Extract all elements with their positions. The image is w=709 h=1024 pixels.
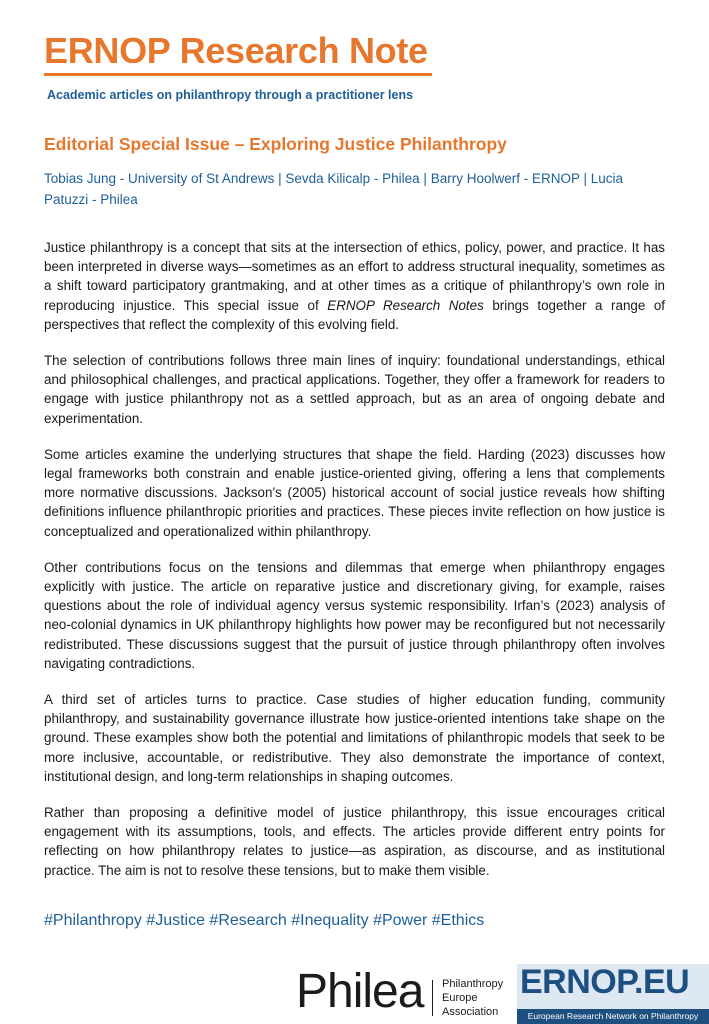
philea-association-label: Philanthropy Europe Association [442, 978, 504, 1018]
ernop-logo-subtitle: European Research Network on Philanthropy [517, 1009, 709, 1024]
philea-logo [296, 964, 426, 1024]
paragraph-1-text-a: Justice philanthropy is a concept that sits at the intersection of ethics, policy, power, and practice. It has been interpreted in diverse ways—sometimes as an effort to address structural inequality, sometimes as a shift toward participatory grantmaking, and at other times as a critique of philanthropy’s own role in reproducing injustice. This special issue of [44, 240, 665, 313]
paragraph-6: Rather than proposing a definitive model of justice philanthropy, this issue encourages critical engagement with its assumptions, tools, and effects. The articles provide different entry points for reflecting on how philanthropy relates to justice—as aspiration, as discourse, and as institutional practice. The aim is not to resolve these tensions, but to make them visible. [44, 805, 665, 878]
paragraph-1 [44, 238, 665, 334]
paragraph-1-text-b: brings together a range of perspectives that reflect the complexity of this evolving field. [44, 297, 666, 332]
publication-name: ERNOP Research Notes [327, 297, 484, 313]
page-title: ERNOP Research Note [44, 30, 428, 71]
philea-wordmark: Philea [296, 965, 424, 1018]
article-body [44, 238, 665, 897]
article-heading: Editorial Special Issue – Exploring Justice Philanthropy [44, 134, 507, 154]
ernop-logo: ERNOP.EU [520, 963, 690, 1001]
hashtags: #Philanthropy #Justice #Research #Inequality #Power #Ethics [44, 912, 485, 929]
paragraph-4: Other contributions focus on the tensions and dilemmas that emerge when philanthropy engages explicitly with justice. The article on reparative justice and discretionary giving, for example, raises questions about the role of individual agency versus systemic responsibility. Irfan’s (2023) analysis of neo-colonial dynamics in UK philanthropy highlights how power may be reconfigured but not necessarily redistributed. These discussions suggest that the pursuit of justice through philanthropy often involves navigating contradictions. [44, 559, 665, 671]
page-tagline: Academic articles on philanthropy through a practitioner lens [47, 88, 414, 102]
title-underline [44, 73, 432, 76]
logo-divider [432, 980, 433, 1016]
paragraph-3: Some articles examine the underlying structures that shape the field. Harding (2023) discusses how legal frameworks both constrain and enable justice-oriented giving, offering a lens that complements more normative discussions. Jackson’s (2005) historical account of social justice reveals how shifting definitions influence philanthropic priorities and practices. These pieces invite reflection on how justice is conceptualized and operationalized within philanthropy. [44, 446, 665, 539]
paragraph-5: A third set of articles turns to practice. Case studies of higher education funding, community philanthropy, and sustainability governance illustrate how justice-oriented intentions take shape on the ground. These examples show both the potential and limitations of philanthropic models that seek to be more inclusive, accountable, or redistributive. They also demonstrate the importance of context, institutional design, and long-term relationships in shaping outcomes. [44, 692, 665, 784]
paragraph-2: The selection of contributions follows three main lines of inquiry: foundational understandings, ethical and philosophical challenges, and practical applications. Together, they offer a framework for readers to engage with justice philanthropy not as a settled approach, but as an area of ongoing debate and experimentation. [44, 353, 665, 426]
article-authors: Tobias Jung - University of St Andrews | Sevda Kilicalp - Philea | Barry Hoolwerf - ERNOP | Lucia Patuzzi - Philea [44, 171, 624, 207]
